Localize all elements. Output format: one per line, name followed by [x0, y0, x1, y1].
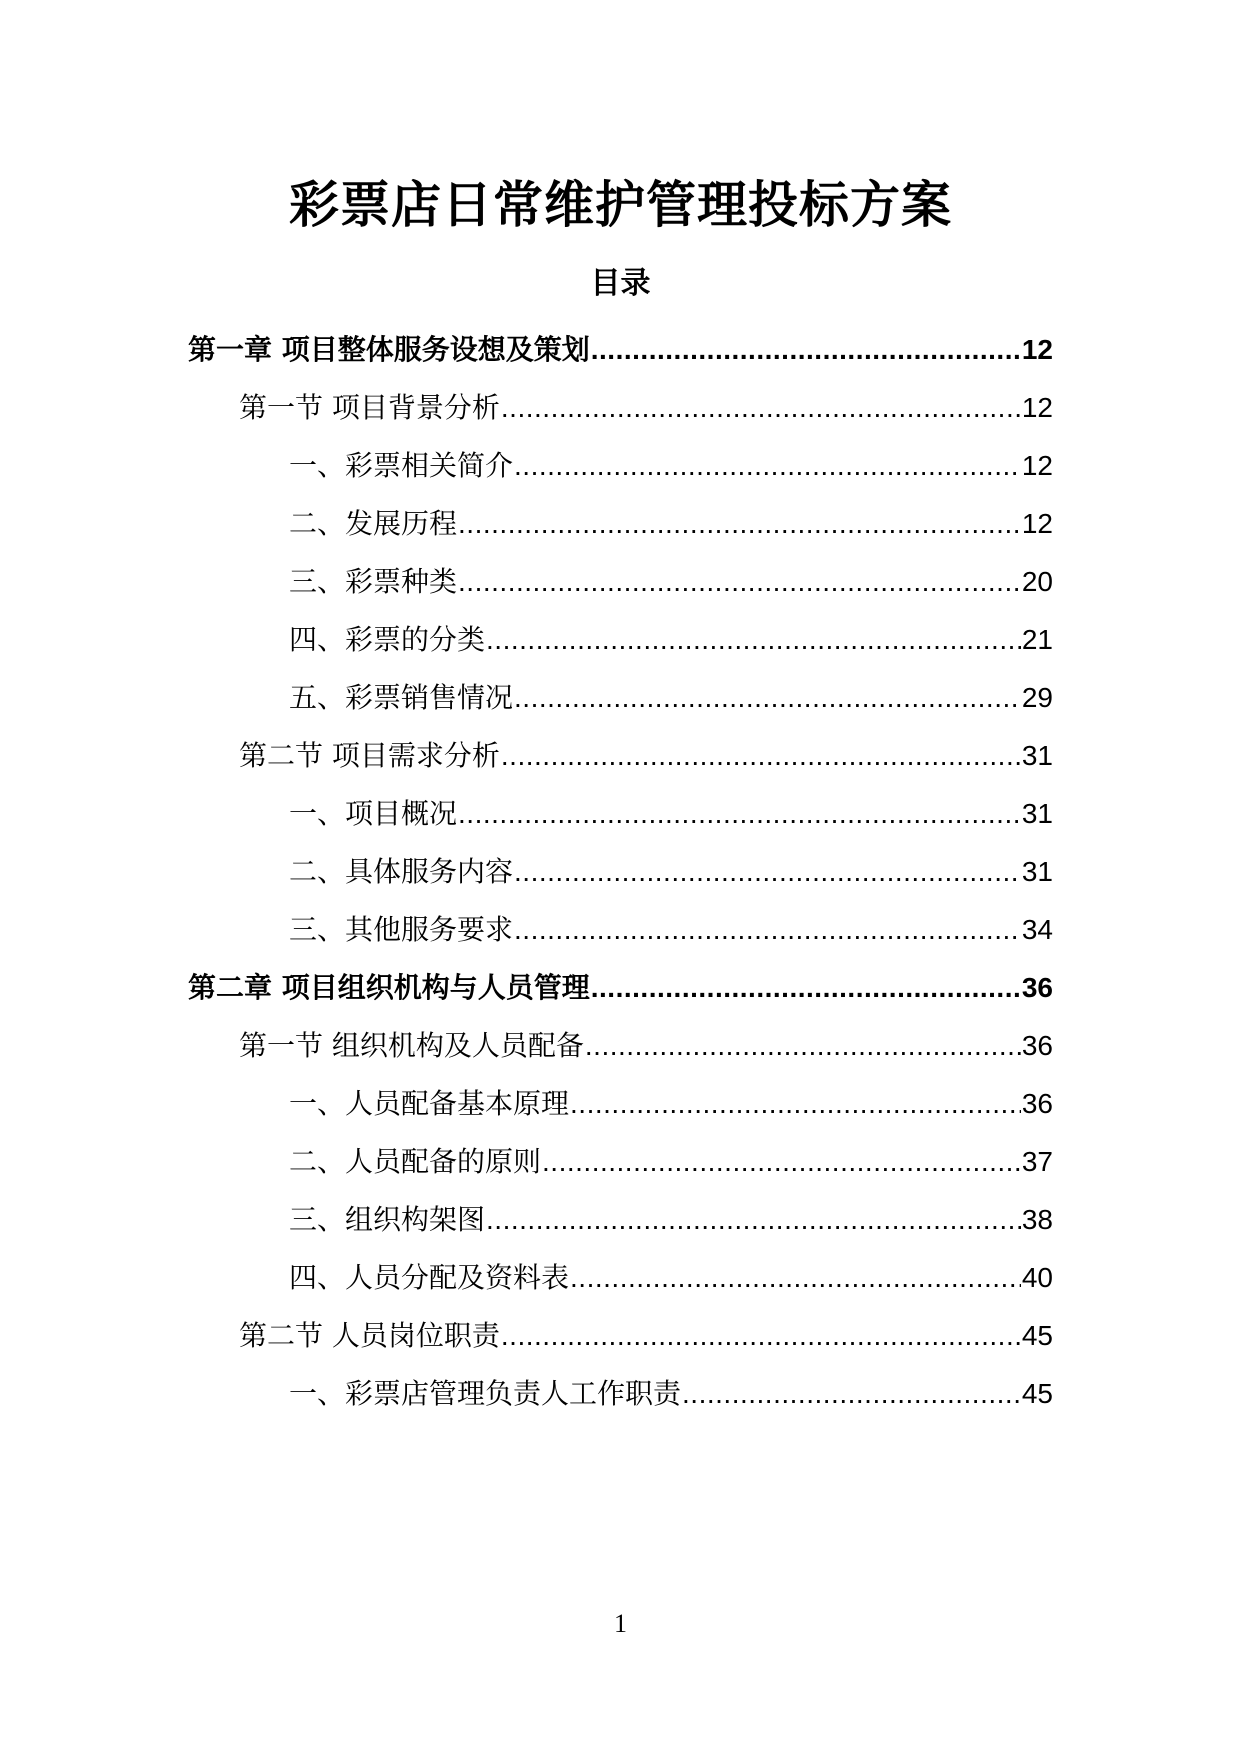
dot-leader [458, 504, 1021, 544]
toc-entry-page: 12 [1021, 508, 1053, 539]
toc-entry-label: 第一节 项目背景分析 [239, 391, 500, 424]
toc-entry-label: 一、项目概况 [289, 797, 458, 830]
page-number: 1 [614, 1609, 627, 1638]
toc-entry-label: 二、人员配备的原则 [289, 1145, 542, 1178]
toc-entry-page: 45 [1021, 1320, 1053, 1351]
toc-entry-subsection[interactable] [289, 852, 1053, 892]
dot-leader [570, 1258, 1021, 1298]
toc-entry-subsection[interactable] [289, 562, 1053, 602]
toc-entry-label: 第一章 项目整体服务设想及策划 [188, 333, 590, 366]
dot-leader [514, 910, 1021, 950]
toc-entry-subsection[interactable] [289, 794, 1053, 834]
toc-entry-page: 31 [1021, 798, 1053, 829]
dot-leader [486, 620, 1021, 660]
toc-entry-page: 12 [1021, 392, 1053, 423]
toc-entry-section-2-1[interactable] [239, 1026, 1053, 1066]
dot-leader [486, 1200, 1021, 1240]
toc-entry-page: 20 [1021, 566, 1053, 597]
toc-entry-label: 三、组织构架图 [289, 1203, 486, 1236]
toc-entry-page: 38 [1021, 1204, 1053, 1235]
toc-entry-subsection[interactable] [289, 1374, 1053, 1414]
toc-entry-page: 12 [1021, 450, 1053, 481]
toc-entry-subsection[interactable] [289, 678, 1053, 718]
toc-entry-subsection[interactable] [289, 910, 1053, 950]
dot-leader [585, 1026, 1021, 1066]
toc-entry-label: 一、彩票店管理负责人工作职责 [289, 1377, 682, 1410]
toc-entry-subsection[interactable] [289, 1258, 1053, 1298]
toc-entry-label: 第二章 项目组织机构与人员管理 [188, 971, 590, 1004]
dot-leader [501, 736, 1021, 776]
dot-leader [458, 562, 1021, 602]
toc-heading: 目录 [590, 266, 651, 301]
toc-entry-chapter-2[interactable] [188, 968, 1053, 1008]
toc-entry-page: 21 [1021, 624, 1053, 655]
toc-entry-page: 34 [1021, 914, 1053, 945]
dot-leader [591, 968, 1021, 1008]
toc-entry-chapter-1[interactable] [188, 330, 1053, 370]
toc-entry-section-1-2[interactable] [239, 736, 1053, 776]
dot-leader [501, 1316, 1021, 1356]
toc-entry-page: 36 [1021, 1030, 1053, 1061]
toc-entry-label: 四、人员分配及资料表 [289, 1261, 570, 1294]
toc-entry-page: 36 [1021, 972, 1053, 1003]
document-title: 彩票店日常维护管理投标方案 [289, 176, 952, 234]
toc-entry-page: 31 [1021, 856, 1053, 887]
toc-entry-subsection[interactable] [289, 620, 1053, 660]
toc-entry-page: 12 [1021, 334, 1053, 365]
toc-entry-label: 四、彩票的分类 [289, 623, 486, 656]
toc-entry-subsection[interactable] [289, 446, 1053, 486]
toc-entry-label: 第二节 项目需求分析 [239, 739, 500, 772]
dot-leader [682, 1374, 1021, 1414]
dot-leader [570, 1084, 1021, 1124]
dot-leader [542, 1142, 1021, 1182]
dot-leader [514, 446, 1021, 486]
toc-entry-label: 二、具体服务内容 [289, 855, 514, 888]
toc-entry-subsection[interactable] [289, 1200, 1053, 1240]
toc-entry-page: 37 [1021, 1146, 1053, 1177]
toc-entry-label: 第二节 人员岗位职责 [239, 1319, 500, 1352]
dot-leader [514, 852, 1021, 892]
dot-leader [501, 388, 1021, 428]
dot-leader [514, 678, 1021, 718]
dot-leader [591, 330, 1021, 370]
toc-entry-page: 40 [1021, 1262, 1053, 1293]
toc-entry-label: 第一节 组织机构及人员配备 [239, 1029, 584, 1062]
toc-entry-page: 29 [1021, 682, 1053, 713]
toc-entry-label: 三、其他服务要求 [289, 913, 514, 946]
toc-entry-page: 45 [1021, 1378, 1053, 1409]
toc-entry-label: 一、彩票相关简介 [289, 449, 514, 482]
toc-entry-label: 五、彩票销售情况 [289, 681, 514, 714]
toc-entry-subsection[interactable] [289, 504, 1053, 544]
toc-entry-subsection[interactable] [289, 1084, 1053, 1124]
toc-entry-label: 三、彩票种类 [289, 565, 458, 598]
toc-entry-section-2-2[interactable] [239, 1316, 1053, 1356]
toc-entry-label: 二、发展历程 [289, 507, 458, 540]
toc-entry-subsection[interactable] [289, 1142, 1053, 1182]
toc-entry-page: 31 [1021, 740, 1053, 771]
dot-leader [458, 794, 1021, 834]
toc-entry-label: 一、人员配备基本原理 [289, 1087, 570, 1120]
toc-entry-page: 36 [1021, 1088, 1053, 1119]
toc-entry-section-1-1[interactable] [239, 388, 1053, 428]
